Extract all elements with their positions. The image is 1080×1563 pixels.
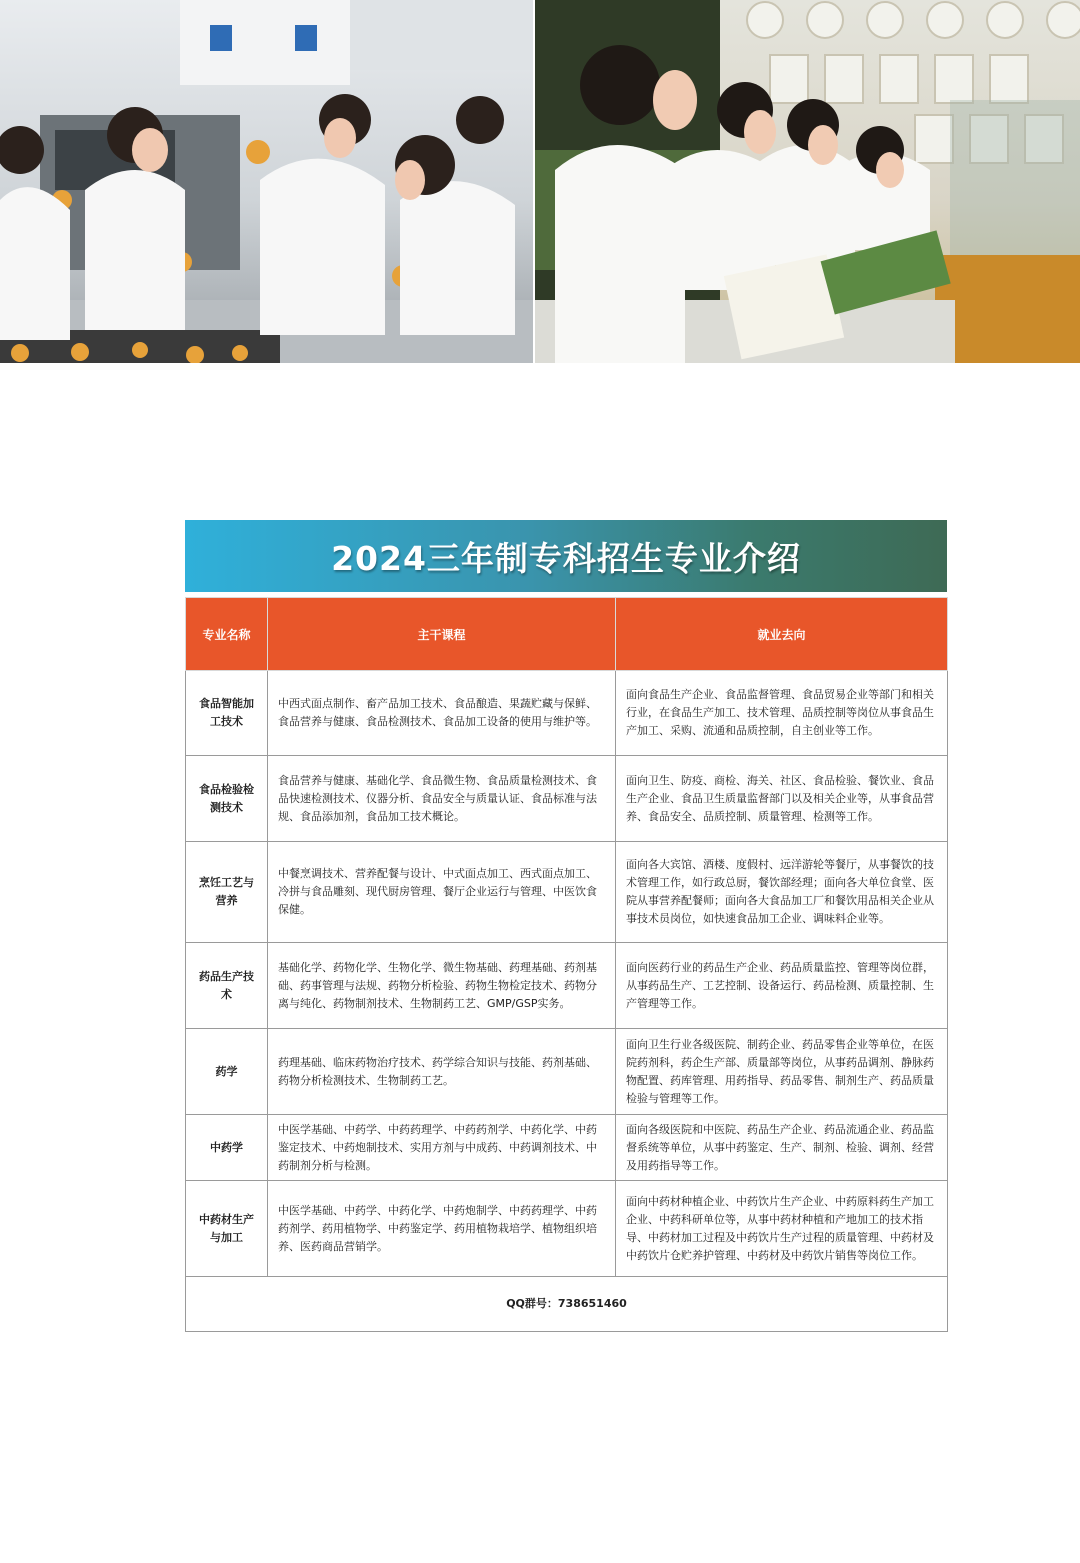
major-career: 面向卫生行业各级医院、制药企业、药品零售企业等单位，在医院药剂科，药企生产部、质量部等岗位，从事药品调剂、静脉药物配置、药库管理、用药指导、药品零售、制剂生产、药品质量检验与管理等工作。 [616, 1029, 948, 1115]
table-row [186, 756, 948, 842]
major-name: 烹饪工艺与营养 [186, 842, 268, 943]
title-banner [185, 520, 947, 592]
major-career: 面向卫生、防疫、商检、海关、社区、食品检验、餐饮业、食品生产企业、食品卫生质量监督部门以及相关企业等，从事食品营养、食品安全、品质控制、质量管理、检测等工作。 [616, 756, 948, 842]
major-courses: 中医学基础、中药学、中药药理学、中药药剂学、中药化学、中药鉴定技术、中药炮制技术、实用方剂与中成药、中药调剂技术、中药制剂分析与检测。 [268, 1115, 616, 1181]
major-courses: 食品营养与健康、基础化学、食品微生物、食品质量检测技术、食品快速检测技术、仪器分析、食品安全与质量认证、食品标准与法规、食品添加剂，食品加工技术概论。 [268, 756, 616, 842]
table-header-row [186, 598, 948, 671]
table-row [186, 1181, 948, 1277]
major-name: 药学 [186, 1029, 268, 1115]
table-row [186, 1029, 948, 1115]
major-courses: 中医学基础、中药学、中药化学、中药炮制学、中药药理学、中药药剂学、药用植物学、中药鉴定学、药用植物栽培学、植物组织培养、医药商品营销学。 [268, 1181, 616, 1277]
page-title: 2024三年制专科招生专业介绍 [331, 538, 801, 578]
photo-herbal-lab [535, 0, 1080, 363]
major-career: 面向医药行业的药品生产企业、药品质量监控、管理等岗位群，从事药品生产、工艺控制、设备运行、药品检测、质量控制、生产管理等工作。 [616, 943, 948, 1029]
major-name: 药品生产技术 [186, 943, 268, 1029]
table-footer-row [186, 1277, 948, 1332]
major-courses: 中餐烹调技术、营养配餐与设计、中式面点加工、西式面点加工、冷拼与食品雕刻、现代厨房管理、餐厅企业运行与管理、中医饮食保健。 [268, 842, 616, 943]
major-courses: 中西式面点制作、畜产品加工技术、食品酿造、果蔬贮藏与保鲜、食品营养与健康、食品检测技术、食品加工设备的使用与维护等。 [268, 671, 616, 756]
majors-card [185, 520, 947, 1332]
major-courses: 基础化学、药物化学、生物化学、微生物基础、药理基础、药剂基础、药事管理与法规、药物分析检验、药物生物检定技术、药物分离与纯化、药物制剂技术、生物制药工艺、GMP/GSP实务。 [268, 943, 616, 1029]
header-photos [0, 0, 1080, 363]
header-career: 就业去向 [616, 598, 948, 671]
table-row [186, 1115, 948, 1181]
major-name: 食品智能加工技术 [186, 671, 268, 756]
photo-baking-class [0, 0, 533, 363]
major-career: 面向食品生产企业、食品监督管理、食品贸易企业等部门和相关行业，在食品生产加工、技术管理、品质控制等岗位从事食品生产加工、采购、流通和品质控制，自主创业等工作。 [616, 671, 948, 756]
table-row [186, 943, 948, 1029]
major-name: 食品检验检测技术 [186, 756, 268, 842]
header-major-name: 专业名称 [186, 598, 268, 671]
majors-table [185, 597, 948, 1332]
major-courses: 药理基础、临床药物治疗技术、药学综合知识与技能、药剂基础、药物分析检测技术、生物制药工艺。 [268, 1029, 616, 1115]
major-career: 面向中药材种植企业、中药饮片生产企业、中药原料药生产加工企业、中药科研单位等，从事中药材种植和产地加工的技术指导、中药材加工过程及中药饮片生产过程的质量管理、中药材及中药饮片仓贮养护管理、中药材及中药饮片销售等岗位工作。 [616, 1181, 948, 1277]
header-courses: 主干课程 [268, 598, 616, 671]
major-name: 中药材生产与加工 [186, 1181, 268, 1277]
table-row [186, 671, 948, 756]
major-career: 面向各级医院和中医院、药品生产企业、药品流通企业、药品监督系统等单位，从事中药鉴定、生产、制剂、检验、调剂、经营及用药指导等工作。 [616, 1115, 948, 1181]
major-name: 中药学 [186, 1115, 268, 1181]
qq-group-number: QQ群号：738651460 [186, 1277, 948, 1332]
major-career: 面向各大宾馆、酒楼、度假村、远洋游轮等餐厅，从事餐饮的技术管理工作，如行政总厨，餐饮部经理；面向各大单位食堂、医院从事营养配餐师；面向各大食品加工厂和餐饮用品相关企业从事技术员岗位，如快速食品加工企业、调味料企业等。 [616, 842, 948, 943]
table-row [186, 842, 948, 943]
